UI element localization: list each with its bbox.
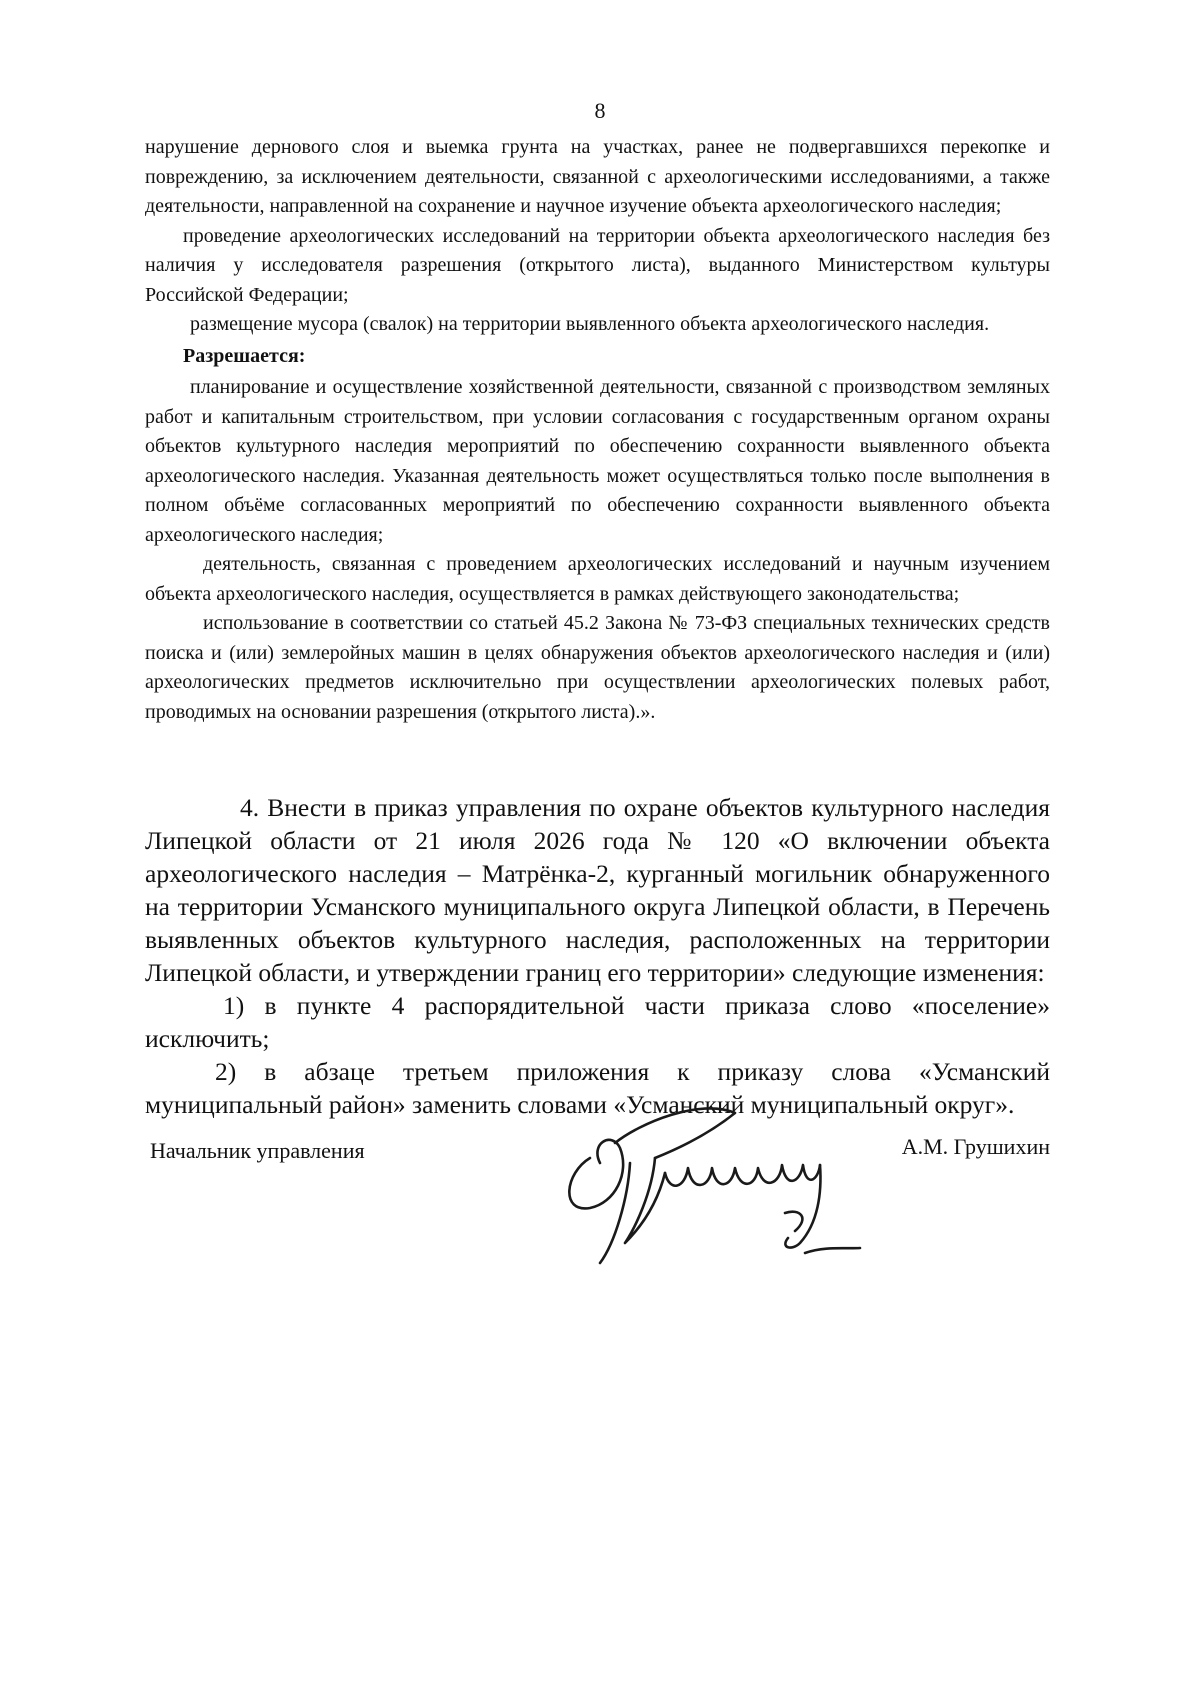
- paragraph-economic-activity: планирование и осуществление хозяйственной деятельности, связанной с производством земляных работ и капитальным строительством, при условии согласования с государственным органом охраны объектов культурного наследия мероприятий по обеспечению сохранности выявленного объекта археологического наследия. Указанная деятельность может осуществляться только после выполнения в полном объёме согласованных мероприятий по обеспечению сохранности выявленного объекта археологического наследия;: [145, 376, 1050, 546]
- amendments-section: [145, 791, 1050, 1121]
- paragraph-soil-disturbance: нарушение дернового слоя и выемка грунта на участках, ранее не подвергавшихся перекопке и повреждению, за исключением деятельности, связанной с археологическими исследованиями, а также деятельности, направленной на сохранение и научное изучение объекта археологического наследия;: [145, 136, 1050, 217]
- signature-row: [0, 1128, 1200, 1268]
- paragraph-garbage: размещение мусора (свалок) на территории выявленного объекта археологического наследия.: [190, 313, 990, 335]
- allowed-heading: Разрешается:: [183, 344, 306, 367]
- paragraph-research-activity: деятельность, связанная с проведением археологических исследований и научным изучением объекта археологического наследия, осуществляется в рамках действующего законодательства;: [145, 553, 1050, 605]
- item-4: 4. Внести в приказ управления по охране объектов культурного наследия Липецкой области от 21 июля 2026 года № 120 «О включении объекта археологического наследия – Матрёнка-2, курганный могильник обнаруженного на территории Усманского муниципального округа Липецкой области, в Перечень выявленных объектов культурного наследия, расположенных на территории Липецкой области, и утверждении границ его территории» следующие изменения:: [145, 793, 1050, 987]
- page-number: 8: [594, 98, 606, 123]
- restrictions-section: [145, 133, 1050, 727]
- subitem-2: 2) в абзаце третьем приложения к приказу слова «Усманский муниципальный район» заменить словами «Усманский муниципальный округ».: [145, 1057, 1050, 1119]
- paragraph-technical-means: использование в соответствии со статьей 45.2 Закона № 73-ФЗ специальных технических средств поиска и (или) землеройных машин в целях обнаружения объектов археологического наследия и (или) археологических предметов исключительно при осуществлении археологических полевых работ, проводимых на основании разрешения (открытого листа).».: [145, 612, 1050, 723]
- handwritten-signature: [560, 1103, 880, 1273]
- signer-name: А.М. Грушихин: [901, 1134, 1050, 1159]
- signer-title: Начальник управления: [150, 1138, 365, 1163]
- paragraph-research-without-permit: проведение археологических исследований на территории объекта археологического наследия без наличия у исследователя разрешения (открытого листа), выданного Министерством культуры Российской Федерации;: [145, 224, 1050, 306]
- subitem-1: 1) в пункте 4 распорядительной части приказа слово «поселение» исключить;: [145, 991, 1050, 1053]
